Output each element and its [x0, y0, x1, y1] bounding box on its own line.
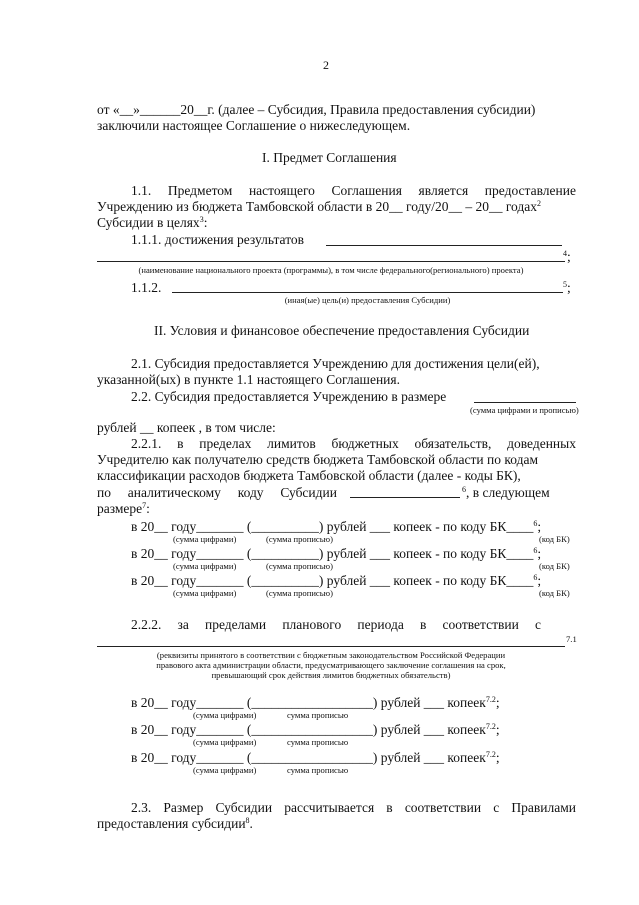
page-number: 2 [323, 58, 329, 72]
year-row-3: в 20__ году_______ (__________) рублей ___ копеек - по коду БК____$^6$; [131, 573, 542, 588]
paragraph-2-3-line-1 [131, 800, 576, 816]
row-3-note-kbk: (код БК) [539, 588, 570, 598]
footnote-ref-3: 3 [199, 215, 204, 224]
paragraph-1-1-line-3: Субсидии в целях$^3$: [97, 215, 208, 230]
paragraph-1-1-line-1 [131, 183, 576, 199]
paragraph-2-1-line-1: 2.1. Субсидия предоставляется Учреждению для достижения цели(ей), [131, 356, 540, 371]
p222-word: периода [357, 617, 404, 632]
p11-word: предоставление [484, 183, 576, 198]
p23-word: рассчитывается [284, 800, 375, 815]
p222-word: соответствии [442, 617, 519, 632]
paragraph-1-1-line-2: Учреждению из бюджета Тамбовской области в 20__ году/20__ – 20__ годах$^2$ [97, 199, 542, 214]
footnote-ref-4-wrap: $^4$; [563, 249, 571, 264]
paragraph-2-2-1-line-2: Учредителю как получателю средств бюджета Тамбовской области по кодам [97, 452, 539, 467]
row-2-note-words: (сумма прописью) [266, 561, 333, 571]
p222-word: пределами [205, 617, 267, 632]
p221-line4-word: Субсидии [280, 485, 337, 500]
fill-line-other-goal [172, 292, 563, 293]
p23-word: Субсидии [215, 800, 273, 815]
paragraph-2-2-1-line-4-end: $^6$, в следующем [462, 485, 550, 500]
beyond-row-1: в 20__ году_______ (__________________) рублей ___ копеек$^{7.2}$; [131, 695, 500, 710]
beyond-3-note-words: сумма прописью [287, 765, 349, 775]
footnote-ref-7-1: 7.1 [566, 634, 577, 644]
p221-line4-word: по [97, 485, 111, 500]
p222-word: с [534, 617, 541, 632]
fill-line-project [97, 261, 565, 262]
beyond-row-2: в 20__ году_______ (__________________) рублей ___ копеек$^{7.2}$; [131, 722, 500, 737]
section-2-title: II. Условия и финансовое обеспечение предоставления Субсидии [154, 323, 530, 338]
note-other-goal: (иная(ые) цель(и) предоставления Субсидии) [284, 295, 451, 305]
paragraph-2-2-2 [131, 617, 541, 633]
note-legal-act-1: (реквизиты принятого в соответствии с бюджетным законодательством Российской Федерации [156, 650, 506, 660]
beyond-1-note-digits: (сумма цифрами) [193, 710, 257, 720]
beyond-3-note-digits: (сумма цифрами) [193, 765, 257, 775]
p23-word: Правилами [511, 800, 576, 815]
p221-word: бюджетных [331, 436, 399, 451]
paragraph-1-1-1-label: 1.1.1. достижения результатов [131, 232, 305, 247]
note-national-project: (наименование национального проекта (программы), в том числе федерального(регионального) проекта) [138, 265, 524, 275]
section-1-title: I. Предмет Соглашения [262, 150, 397, 165]
footnote-ref-5-wrap: $^5$; [563, 280, 571, 295]
beyond-row-3: в 20__ году_______ (__________________) рублей ___ копеек$^{7.2}$; [131, 750, 500, 765]
paragraph-1-1-2-label: 1.1.2. [131, 280, 162, 295]
p11-word: Предметом [167, 183, 233, 198]
paragraph-2-2-1-line-1 [131, 436, 576, 452]
fill-line-results [326, 245, 562, 246]
note-legal-act-3: превышающий срок действия лимитов бюджетных обязательств) [211, 670, 451, 680]
p11-word: настоящего [248, 183, 315, 198]
p23-word: Размер [163, 800, 204, 815]
paragraph-2-2-1-line-3: классификации расходов бюджета Тамбовской области (далее - коды БК), [97, 468, 521, 483]
intro-line-1: от «__»______20__г. (далее – Субсидия, Правила предоставления субсидии) [97, 102, 536, 117]
p221-line4-word: аналитическому [127, 485, 221, 500]
note-legal-act-2: правового акта администрации области, предусматривающего заключение соглашения на срок, [156, 660, 506, 670]
p23-word: в [386, 800, 393, 815]
p221-word: 2.2.1. [131, 436, 162, 451]
p23-word: 2.3. [131, 800, 152, 815]
fill-line-legal-act [97, 646, 565, 647]
p221-word: обязательств, [414, 436, 492, 451]
p222-word: за [177, 617, 189, 632]
beyond-2-note-digits: (сумма цифрами) [193, 737, 257, 747]
fill-line-analytic-code [350, 497, 460, 498]
p221-line4-word: коду [237, 485, 264, 500]
p222-word: в [419, 617, 427, 632]
paragraph-2-2-line-1: 2.2. Субсидия предоставляется Учреждению в размере [131, 389, 447, 404]
row-1-note-words: (сумма прописью) [266, 534, 333, 544]
p221-word: пределах [199, 436, 252, 451]
row-1-note-digits: (сумма цифрами) [173, 534, 237, 544]
p221-word: в [177, 436, 184, 451]
row-2-note-digits: (сумма цифрами) [173, 561, 237, 571]
row-3-note-words: (сумма прописью) [266, 588, 333, 598]
p11-word: Соглашения [331, 183, 402, 198]
paragraph-2-2-line-2: рублей __ копеек , в том числе: [97, 420, 276, 435]
year-row-2: в 20__ году_______ (__________) рублей ___ копеек - по коду БК____$^6$; [131, 546, 542, 561]
paragraph-2-3-line-2: предоставления субсидии$^8$. [97, 816, 253, 831]
p222-word: планового [282, 617, 342, 632]
note-amount: (сумма цифрами и прописью) [470, 405, 579, 415]
footnote-ref-8: 8 [245, 816, 250, 825]
footnote-ref-2: 2 [537, 199, 542, 208]
fill-line-amount [474, 402, 576, 403]
row-3-note-digits: (сумма цифрами) [173, 588, 237, 598]
paragraph-2-2-1-line-4 [97, 485, 337, 501]
p11-word: является [418, 183, 469, 198]
row-1-note-kbk: (код БК) [539, 534, 570, 544]
p221-word: доведенных [507, 436, 576, 451]
p221-word: лимитов [267, 436, 316, 451]
p222-word: 2.2.2. [131, 617, 162, 632]
beyond-1-note-words: сумма прописью [287, 710, 349, 720]
p11-word: 1.1. [131, 183, 152, 198]
beyond-2-note-words: сумма прописью [287, 737, 349, 747]
p23-word: с [493, 800, 500, 815]
paragraph-2-2-1-line-5: размере$^7$: [97, 501, 150, 516]
intro-line-2: заключили настоящее Соглашение о нижеследующем. [97, 118, 411, 133]
year-row-1: в 20__ году_______ (__________) рублей ___ копеек - по коду БК____$^6$; [131, 519, 542, 534]
p23-word: соответствии [404, 800, 482, 815]
footnote-ref-7: 7 [142, 501, 147, 510]
paragraph-2-1-line-2: указанной(ых) в пункте 1.1 настоящего Соглашения. [97, 372, 400, 387]
row-2-note-kbk: (код БК) [539, 561, 570, 571]
